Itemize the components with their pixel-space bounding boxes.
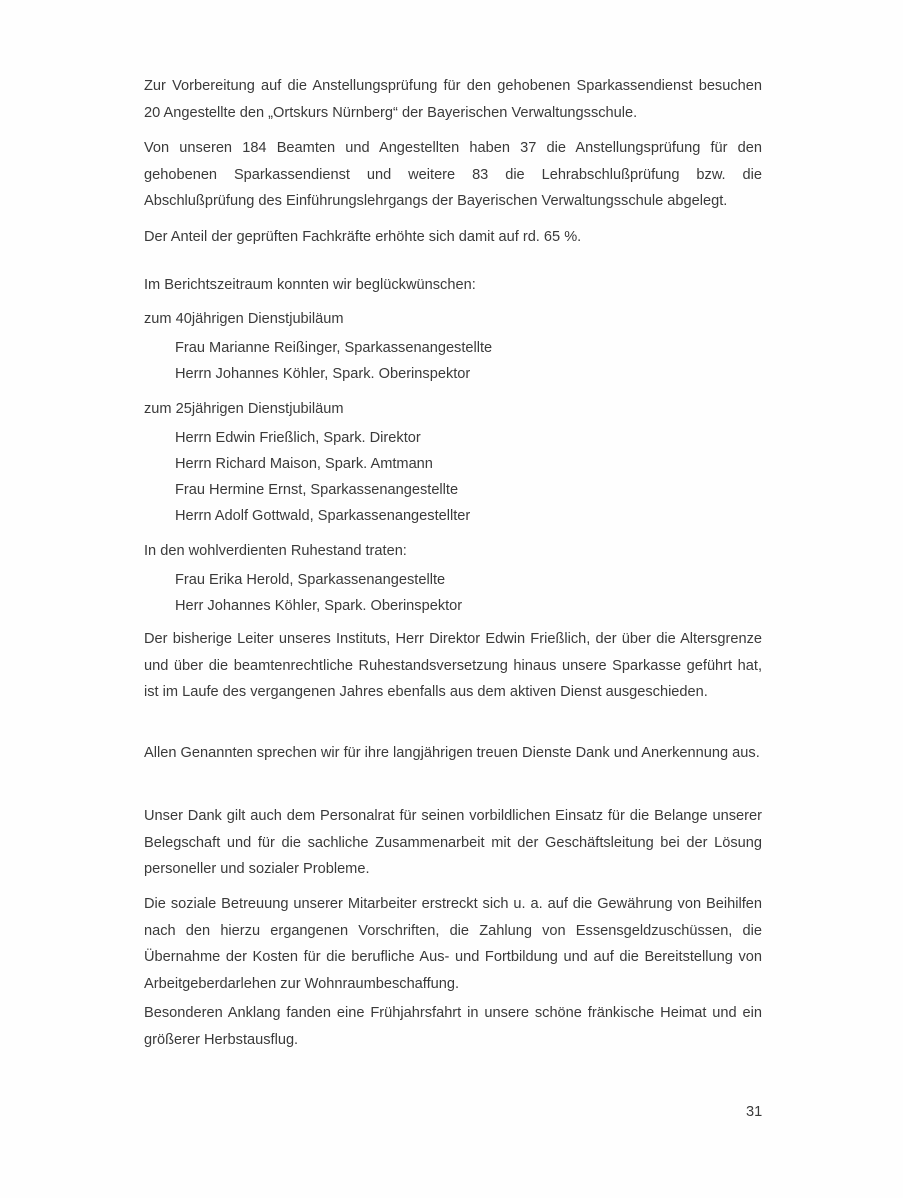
retirement-person: Frau Erika Herold, Sparkassenangestellte [175,572,446,588]
paragraph-ausflug: Besonderen Anklang fanden eine Frühjahrsfahrt in unsere schöne fränkische Heimat und ein größerer Herbstausflug. [144,1005,762,1048]
paragraph-anteil-fachkraefte: Der Anteil der geprüften Fachkräfte erhöhte sich damit auf rd. 65 %. [144,229,582,245]
paragraph-personalrat: Unser Dank gilt auch dem Personalrat für seinen vorbildlichen Einsatz für die Belange unserer Belegschaft und für die sachliche Zusammenarbeit mit der Geschäftsleitung bei der Lösung personeller und sozialer Probleme. [144,808,762,877]
jubilee-25-heading: zum 25jährigen Dienstjubiläum [144,401,344,417]
paragraph-vorbereitung: Zur Vorbereitung auf die Anstellungsprüfung für den gehobenen Sparkassendienst besuchen 20 Angestellte den „Ortskurs Nürnberg“ der Bayerischen Verwaltungsschule. [144,78,762,121]
paragraph-soziale-betreuung: Die soziale Betreuung unserer Mitarbeiter erstreckt sich u. a. auf die Gewährung von Beihilfen nach den hierzu ergangenen Vorschriften, die Zahlung von Essensgeldzuschüssen, die Übernahme der Kosten für die berufliche Aus- und Fortbildung und auf die Bereitstellung von Arbeitgeberdarlehen zur Wohnraumbeschaffung. [144,896,762,992]
jubilee-25-person: Frau Hermine Ernst, Sparkassenangestellte [175,482,459,498]
retirement-person: Herr Johannes Köhler, Spark. Oberinspektor [175,598,463,614]
paragraph-bisheriger-leiter: Der bisherige Leiter unseres Instituts, Herr Direktor Edwin Frießlich, der über die Altersgrenze und über die beamtenrechtliche Ruhestandsversetzung hinaus unsere Sparkasse geführt hat, ist im Laufe des vergangenen Jahres ebenfalls aus dem aktiven Dienst ausgeschieden. [144,631,762,700]
jubilee-25-person: Herrn Adolf Gottwald, Sparkassenangestellter [175,508,471,524]
paragraph-pruefungen: Von unseren 184 Beamten und Angestellten haben 37 die Anstellungsprüfung für den gehobenen Sparkassendienst und weitere 83 die Lehrabschlußprüfung bzw. die Abschlußprüfung des Einführungslehrgangs der Bayerischen Verwaltungsschule abgelegt. [144,140,762,209]
congratulations-intro: Im Berichtszeitraum konnten wir beglückwünschen: [144,277,476,293]
jubilee-40-heading: zum 40jährigen Dienstjubiläum [144,311,344,327]
retirement-heading: In den wohlverdienten Ruhestand traten: [144,543,407,559]
paragraph-dank: Allen Genannten sprechen wir für ihre langjährigen treuen Dienste Dank und Anerkennung aus. [144,745,760,761]
jubilee-40-person: Frau Marianne Reißinger, Sparkassenangestellte [175,340,493,356]
jubilee-40-person: Herrn Johannes Köhler, Spark. Oberinspektor [175,366,471,382]
jubilee-25-person: Herrn Richard Maison, Spark. Amtmann [175,456,433,472]
jubilee-25-person: Herrn Edwin Frießlich, Spark. Direktor [175,430,421,446]
page-number: 31 [746,1104,763,1120]
